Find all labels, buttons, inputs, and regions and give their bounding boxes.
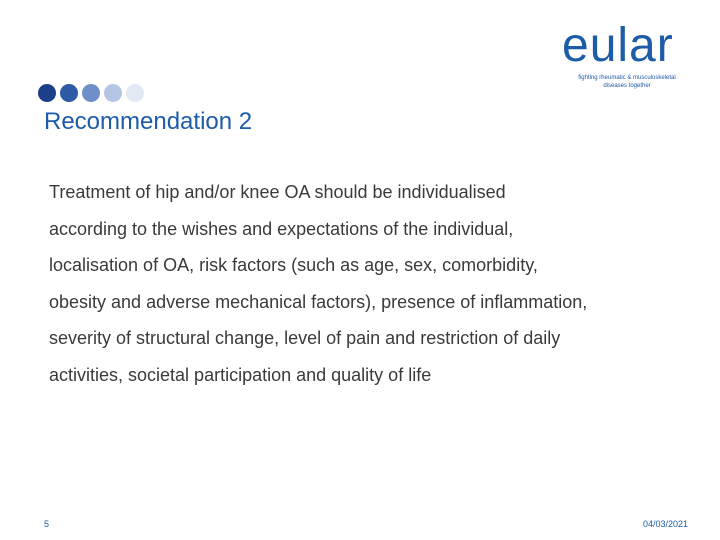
decor-dot-1 <box>38 84 56 102</box>
decor-dot-3 <box>82 84 100 102</box>
body-line: severity of structural change, level of pain and restriction of daily <box>49 328 561 349</box>
decorative-dots <box>38 84 144 102</box>
slide-number: 5 <box>44 519 50 529</box>
slide-title: Recommendation 2 <box>44 108 253 135</box>
logo-tagline <box>562 74 692 90</box>
eular-logo <box>562 19 702 90</box>
decor-dot-2 <box>60 84 78 102</box>
logo-wordmark: eular <box>562 19 674 72</box>
logo-tagline-line-2: diseases together <box>603 83 651 89</box>
body-line: localisation of OA, risk factors (such as age, sex, comorbidity, <box>49 255 538 276</box>
logo-tagline-line-1: fighting rheumatic & musculoskeletal <box>578 75 676 81</box>
slide-date: 04/03/2021 <box>642 519 688 529</box>
body-line: Treatment of hip and/or knee OA should be individualised <box>49 182 506 202</box>
body-line: obesity and adverse mechanical factors), presence of inflammation, <box>49 291 588 312</box>
body-line: according to the wishes and expectations of the individual, <box>49 218 514 239</box>
recommendation-text <box>49 174 659 394</box>
body-line: activities, societal participation and quality of life <box>49 364 432 385</box>
decor-dot-5 <box>126 84 144 102</box>
decor-dot-4 <box>104 84 122 102</box>
